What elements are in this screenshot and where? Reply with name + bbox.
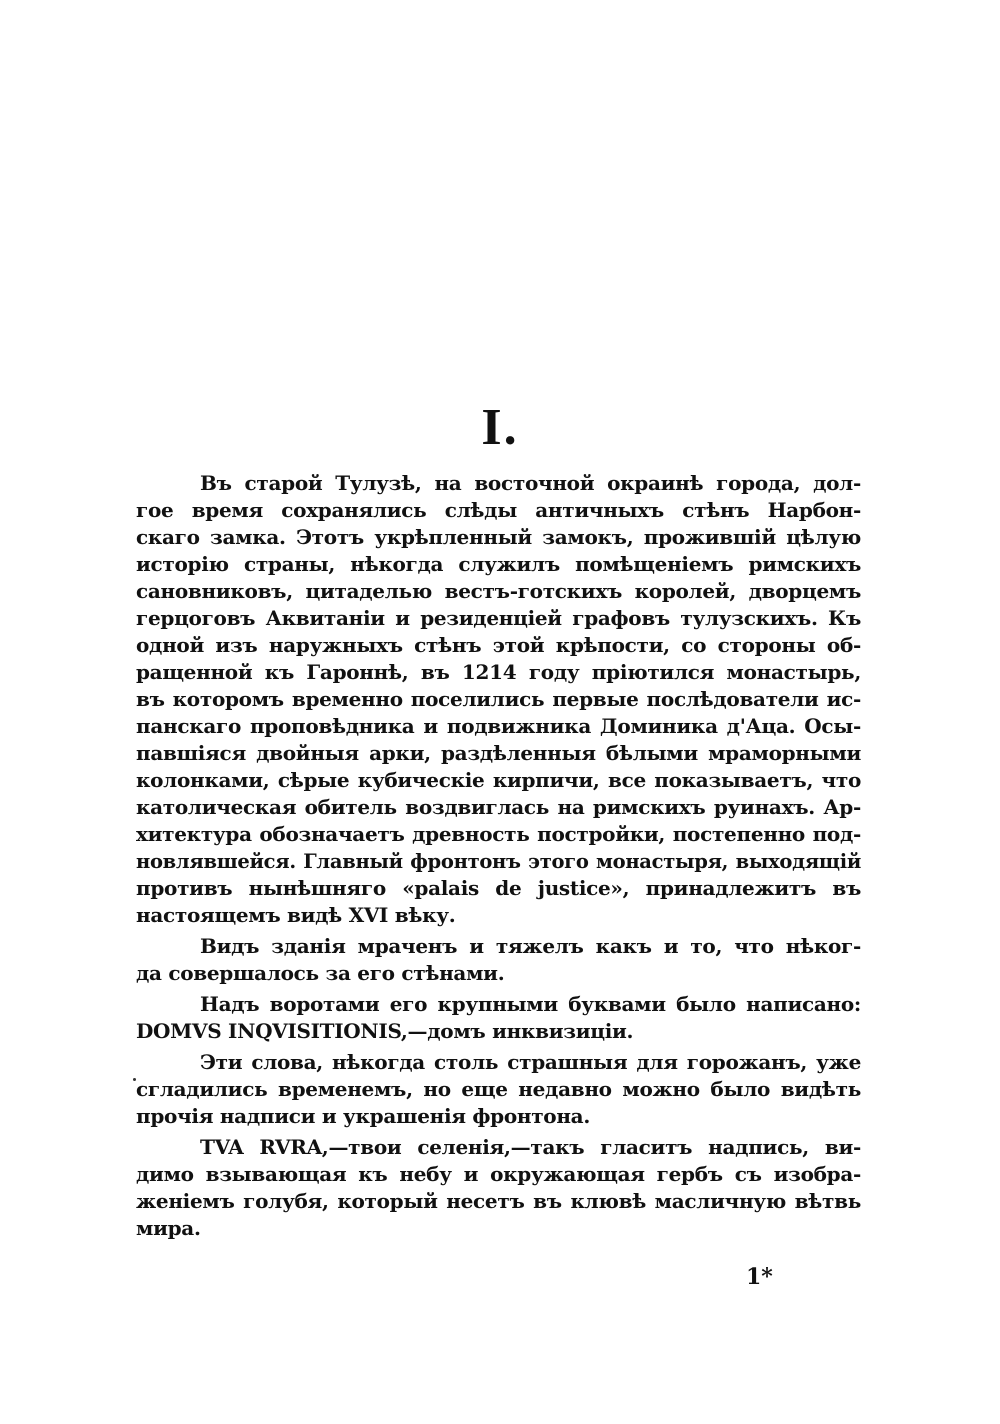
text-line: настоящемъ видѣ XVI вѣку.: [136, 903, 456, 927]
text-line: хитектура обозначаетъ древность постройки, постепенно под-: [136, 822, 861, 846]
text-line: Надъ воротами его крупными буквами было написано:: [200, 992, 861, 1016]
paragraph: [136, 1049, 861, 1130]
paragraph: [136, 933, 861, 987]
text-line: панскаго проповѣдника и подвижника Доминика д'Аца. Осы-: [136, 714, 861, 738]
paragraph: [136, 1134, 861, 1242]
text-line: Эти слова, нѣкогда столь страшныя для горожанъ, уже: [200, 1050, 861, 1074]
text-line: исторію страны, нѣкогда служилъ помѣщеніемъ римскихъ: [136, 552, 861, 576]
text-line: димо взывающая къ небу и окружающая гербъ съ изобра-: [136, 1162, 861, 1186]
text-line: католическая обитель воздвиглась на римскихъ руинахъ. Ар-: [136, 795, 861, 819]
text-line: противъ нынѣшняго «palais de justice», принадлежитъ въ: [136, 876, 861, 900]
text-line: TVA RVRA,—твои селенія,—такъ гласитъ надпись, ви-: [200, 1135, 861, 1159]
chapter-heading: I.: [481, 399, 519, 456]
text-line: Видъ зданія мраченъ и тяжелъ какъ и то, что нѣког-: [200, 934, 861, 958]
text-line: да совершалось за его стѣнами.: [136, 961, 505, 985]
print-speck: [133, 1078, 136, 1081]
text-line: ращенной къ Гароннѣ, въ 1214 году пріютился монастырь,: [136, 660, 861, 684]
page-number: 1*: [746, 1264, 773, 1290]
text-line: прочія надписи и украшенія фронтона.: [136, 1104, 590, 1128]
text-line: сгладились временемъ, но еще недавно можно было видѣть: [136, 1077, 861, 1101]
text-line: въ которомъ временно поселились первые послѣдователи ис-: [136, 687, 861, 711]
text-line: новлявшейся. Главный фронтонъ этого монастыря, выходящій: [136, 850, 861, 873]
paragraph: [136, 991, 861, 1045]
text-line: скаго замка. Этотъ укрѣпленный замокъ, прожившій цѣлую: [136, 525, 861, 549]
chapter-body-text: [136, 470, 861, 1246]
paragraph: [136, 470, 861, 929]
text-line: гое время сохранялись слѣды античныхъ стѣнъ Нарбон-: [136, 498, 861, 522]
text-line: колонками, сѣрые кубическіе кирпичи, все показываетъ, что: [136, 768, 861, 792]
text-line: мира.: [136, 1216, 201, 1240]
text-line: герцоговъ Аквитаніи и резиденціей графовъ тулузскихъ. Къ: [136, 606, 861, 630]
text-line: одной изъ наружныхъ стѣнъ этой крѣпости, со стороны об-: [136, 633, 861, 657]
text-line: павшіяся двойныя арки, раздѣленныя бѣлыми мраморными: [136, 741, 861, 765]
text-line: женіемъ голубя, который несетъ въ клювѣ масличную вѣтвь: [136, 1189, 861, 1213]
text-line: Въ старой Тулузѣ, на восточной окраинѣ города, дол-: [200, 471, 861, 495]
text-line: сановниковъ, цитаделью вестъ-готскихъ королей, дворцемъ: [136, 579, 861, 603]
text-line: DOMVS INQVISITIONIS,—домъ инквизиціи.: [136, 1019, 634, 1043]
